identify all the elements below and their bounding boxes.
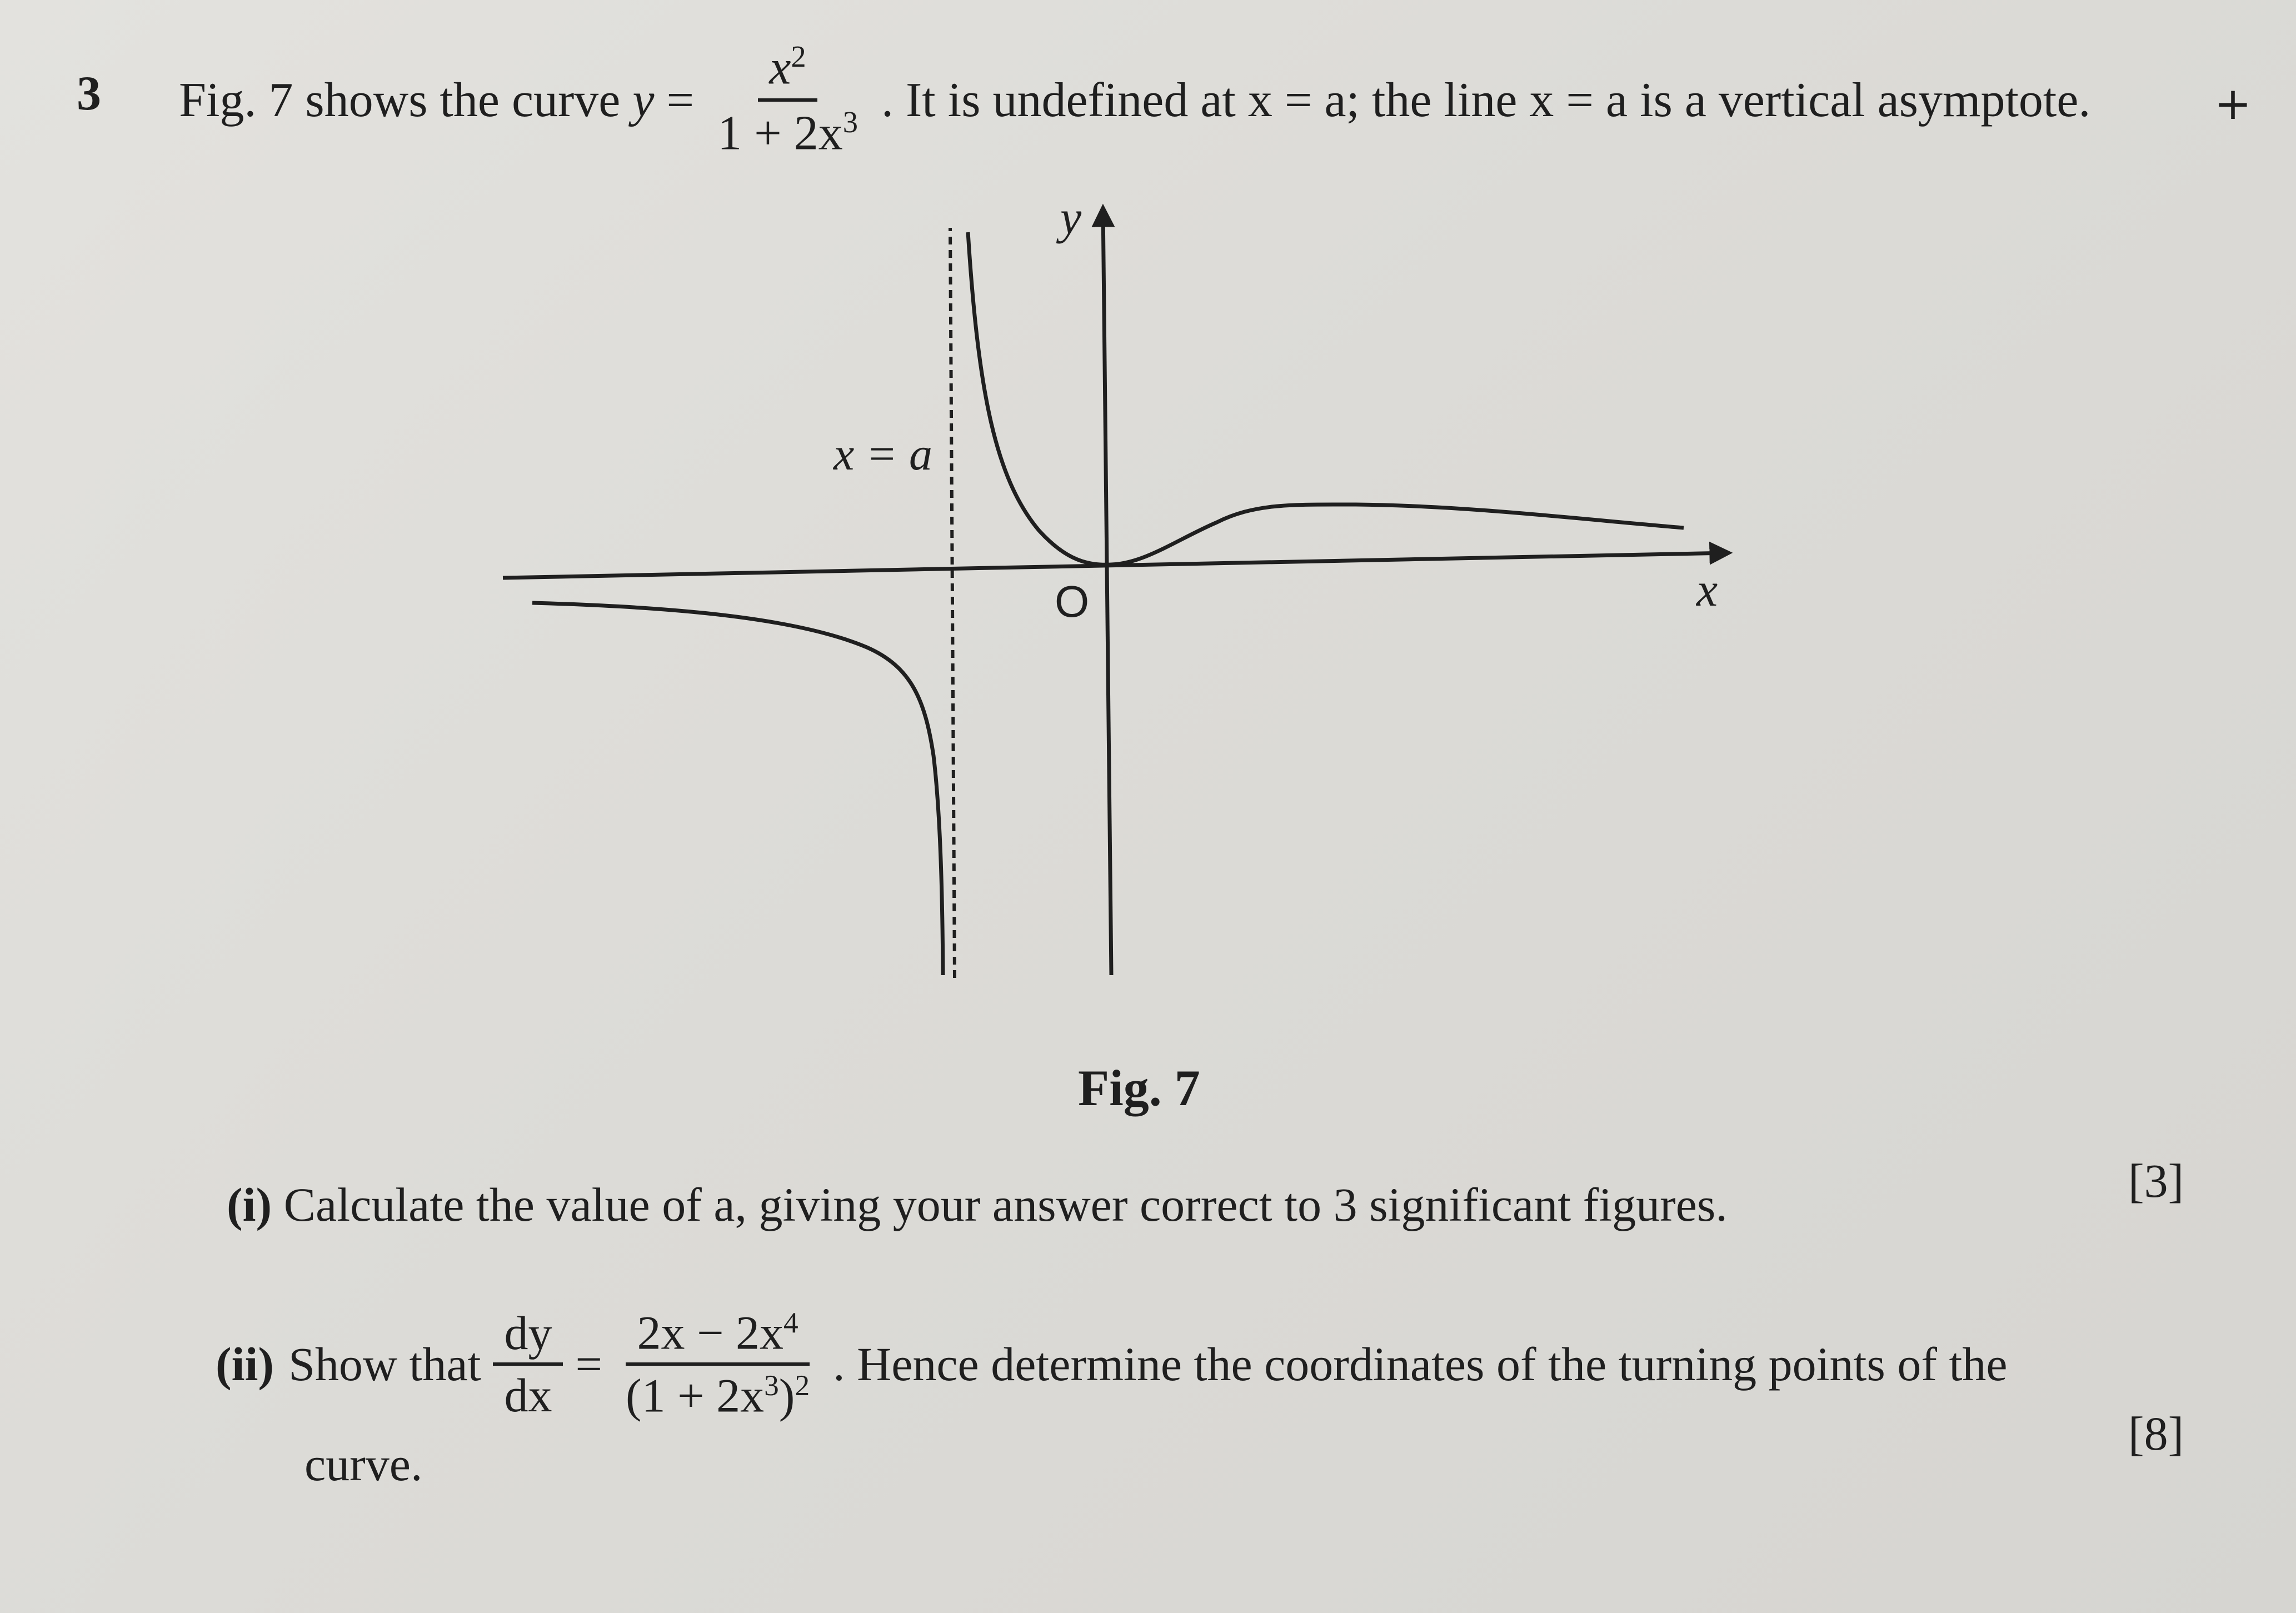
intro-suffix: . It is undefined at x = a; the line x = a is a vertical asymptote.	[881, 73, 2091, 127]
curve-y: y	[632, 73, 655, 127]
part-ii-equals: =	[575, 1337, 602, 1391]
intro-prefix: Fig. 7 shows the curve	[179, 73, 621, 127]
question-number: 3	[77, 67, 101, 121]
part-i-marks: [3]	[2128, 1154, 2184, 1207]
dx: dx	[504, 1369, 552, 1422]
figure-caption: Fig. 7	[1078, 1060, 1200, 1116]
part-i	[227, 1177, 1728, 1232]
part-ii-label: (ii)	[216, 1337, 274, 1391]
part-ii-hence: . Hence determine the coordinates of the turning points of the	[833, 1337, 2008, 1391]
part-ii-continuation: curve.	[305, 1437, 423, 1491]
dy-dx-fraction	[493, 1308, 563, 1421]
derivative-fraction	[615, 1307, 821, 1421]
part-i-text: Calculate the value of a, giving your answer correct to 3 significant figures.	[283, 1178, 1728, 1231]
part-ii-show-that: Show that	[288, 1337, 481, 1391]
derivative-numerator: $2x - 2x^4$	[626, 1307, 809, 1366]
dy: dy	[493, 1308, 563, 1366]
asymptote-line	[950, 228, 955, 978]
fraction-denominator: $1 + 2x^3$	[717, 105, 858, 161]
origin-label: O	[1055, 577, 1090, 626]
corner-plus-mark: +	[2214, 78, 2252, 129]
y-axis	[1103, 208, 1111, 975]
part-i-label: (i)	[227, 1178, 272, 1231]
asymptote-label: x = a	[833, 428, 932, 480]
curve-left-branch	[532, 603, 943, 975]
x-axis-label: x	[1696, 563, 1718, 616]
part-ii	[216, 1284, 2008, 1445]
fraction-numerator: $x^2$	[758, 41, 817, 102]
intro-equals: =	[666, 73, 695, 127]
derivative-denominator: $(1 + 2x^3)^2$	[626, 1369, 810, 1422]
y-axis-label: y	[1060, 191, 1082, 244]
part-ii-marks: [8]	[2128, 1407, 2184, 1460]
curve-right-branch	[968, 232, 1684, 565]
